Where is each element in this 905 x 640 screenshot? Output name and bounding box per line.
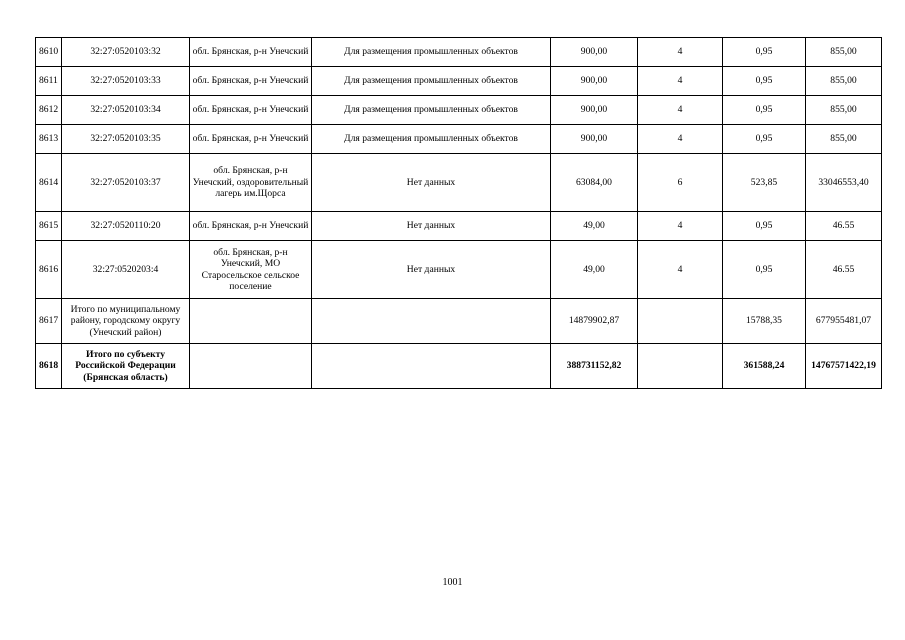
area-cell: 49,00	[551, 241, 638, 299]
area-cell: 63084,00	[551, 154, 638, 212]
cadastral-number: 32:27:0520103:34	[62, 96, 190, 125]
value-cell: 855,00	[806, 38, 882, 67]
row-number: 8617	[36, 299, 62, 344]
value-cell: 855,00	[806, 96, 882, 125]
rate-cell: 0,95	[723, 38, 806, 67]
cadastral-number: 32:27:0520103:35	[62, 125, 190, 154]
group-cell: 4	[638, 96, 723, 125]
rate-cell: 0,95	[723, 96, 806, 125]
address-cell: обл. Брянская, р-н Унечский	[190, 67, 312, 96]
row-number: 8611	[36, 67, 62, 96]
group-cell: 4	[638, 212, 723, 241]
value-cell: 14767571422,19	[806, 344, 882, 389]
area-cell: 900,00	[551, 125, 638, 154]
row-number: 8615	[36, 212, 62, 241]
total-row	[36, 344, 882, 389]
rate-cell: 0,95	[723, 67, 806, 96]
value-cell: 33046553,40	[806, 154, 882, 212]
row-number: 8612	[36, 96, 62, 125]
table-row	[36, 241, 882, 299]
cadastral-number: 32:27:0520103:37	[62, 154, 190, 212]
cadastral-number: 32:27:0520103:33	[62, 67, 190, 96]
address-cell: обл. Брянская, р-н Унечский	[190, 212, 312, 241]
area-cell: 900,00	[551, 38, 638, 67]
address-cell: обл. Брянская, р-н Унечский, МО Старосельское сельское поселение	[190, 241, 312, 299]
rate-cell: 0,95	[723, 241, 806, 299]
land-plots-table	[35, 37, 882, 389]
value-cell: 855,00	[806, 67, 882, 96]
address-cell	[190, 344, 312, 389]
rate-cell: 0,95	[723, 212, 806, 241]
address-cell: обл. Брянская, р-н Унечский	[190, 125, 312, 154]
cadastral-number: 32:27:0520110:20	[62, 212, 190, 241]
table-row	[36, 154, 882, 212]
table-row	[36, 38, 882, 67]
rate-cell: 523,85	[723, 154, 806, 212]
cadastral-number: 32:27:0520203:4	[62, 241, 190, 299]
group-cell	[638, 299, 723, 344]
area-cell: 900,00	[551, 96, 638, 125]
land-use-cell	[312, 299, 551, 344]
group-cell: 4	[638, 125, 723, 154]
area-cell: 14879902,87	[551, 299, 638, 344]
group-cell	[638, 344, 723, 389]
value-cell: 677955481,07	[806, 299, 882, 344]
land-use-cell	[312, 344, 551, 389]
table-row	[36, 96, 882, 125]
subtotal-label: Итого по муниципальному району, городскому округу (Унечский район)	[62, 299, 190, 344]
area-cell: 388731152,82	[551, 344, 638, 389]
value-cell: 46.55	[806, 241, 882, 299]
address-cell: обл. Брянская, р-н Унечский	[190, 38, 312, 67]
group-cell: 6	[638, 154, 723, 212]
row-number: 8616	[36, 241, 62, 299]
land-use-cell: Нет данных	[312, 241, 551, 299]
table-row	[36, 212, 882, 241]
rate-cell: 0,95	[723, 125, 806, 154]
cadastral-number: 32:27:0520103:32	[62, 38, 190, 67]
table-row	[36, 125, 882, 154]
rate-cell: 15788,35	[723, 299, 806, 344]
address-cell: обл. Брянская, р-н Унечский, оздоровительный лагерь им.Щорса	[190, 154, 312, 212]
row-number: 8610	[36, 38, 62, 67]
area-cell: 49,00	[551, 212, 638, 241]
row-number: 8614	[36, 154, 62, 212]
group-cell: 4	[638, 67, 723, 96]
total-label: Итого по субъекту Российской Федерации (Брянская область)	[62, 344, 190, 389]
page-number: 1001	[442, 577, 463, 588]
land-use-cell: Нет данных	[312, 154, 551, 212]
land-use-cell: Нет данных	[312, 212, 551, 241]
land-use-cell: Для размещения промышленных объектов	[312, 96, 551, 125]
land-use-cell: Для размещения промышленных объектов	[312, 67, 551, 96]
land-use-cell: Для размещения промышленных объектов	[312, 38, 551, 67]
address-cell	[190, 299, 312, 344]
land-use-cell: Для размещения промышленных объектов	[312, 125, 551, 154]
group-cell: 4	[638, 38, 723, 67]
subtotal-row	[36, 299, 882, 344]
group-cell: 4	[638, 241, 723, 299]
value-cell: 46.55	[806, 212, 882, 241]
row-number: 8613	[36, 125, 62, 154]
value-cell: 855,00	[806, 125, 882, 154]
table-row	[36, 67, 882, 96]
area-cell: 900,00	[551, 67, 638, 96]
row-number: 8618	[36, 344, 62, 389]
address-cell: обл. Брянская, р-н Унечский	[190, 96, 312, 125]
rate-cell: 361588,24	[723, 344, 806, 389]
